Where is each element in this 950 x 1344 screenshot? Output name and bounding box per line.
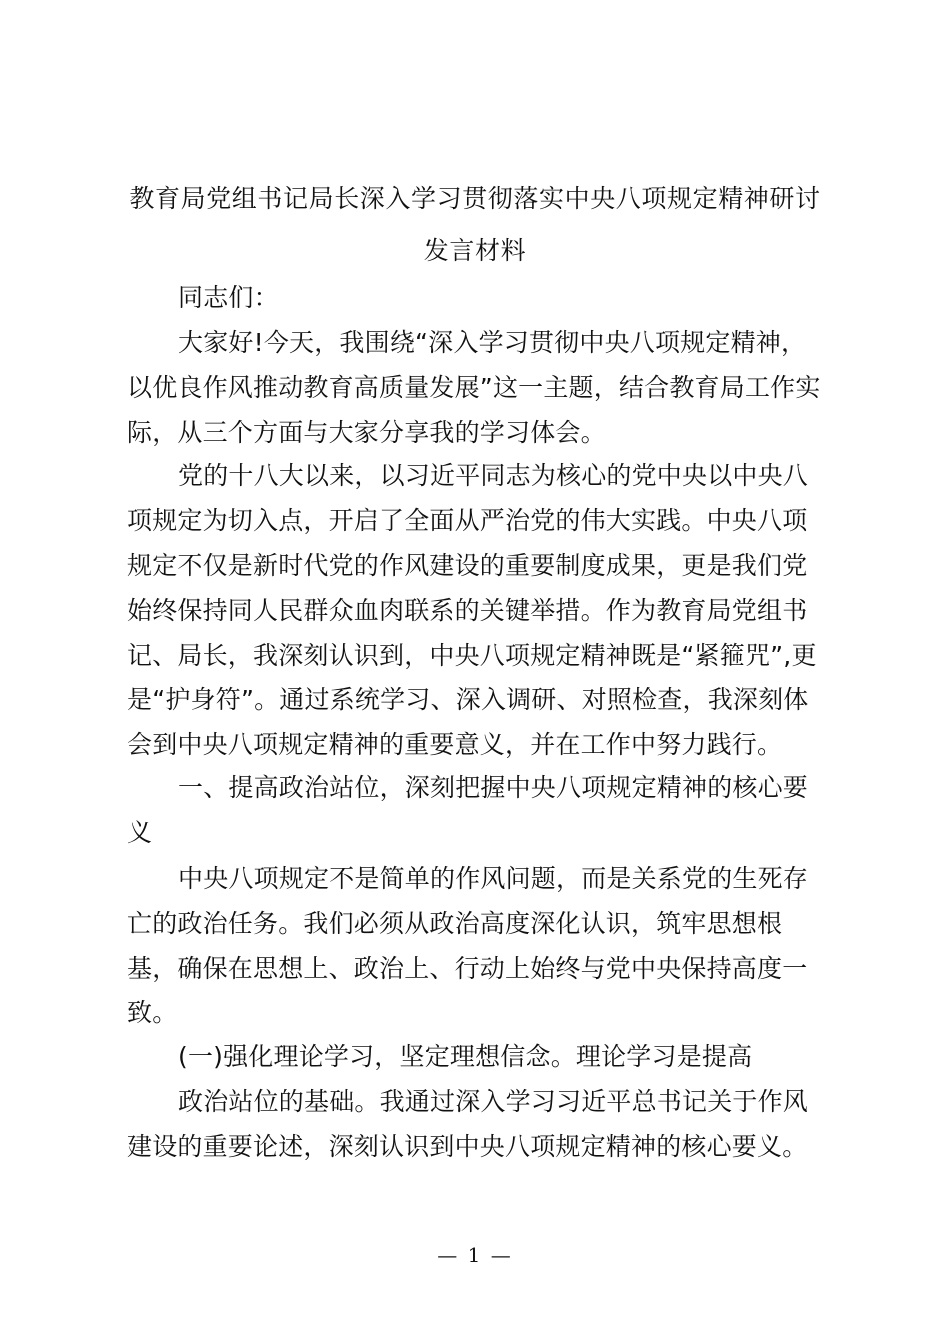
section-heading: 一、提高政治站位，深刻把握中央八项规定精神的核心要 [178,773,809,802]
section-heading: 义 [127,818,153,847]
body-line: 会到中央八项规定精神的重要意义，并在工作中努力践行。 [127,730,783,759]
body-line: 大家好!今天，我围绕“深入学习贯彻中央八项规定精神， [178,328,807,357]
body-line: 际，从三个方面与大家分享我的学习体会。 [127,418,606,447]
body-line: 政治站位的基础。我通过深入学习习近平总书记关于作风 [178,1087,809,1116]
subsection-heading: (一)强化理论学习，坚定理想信念。理论学习是提高 [178,1042,753,1071]
body-line: 建设的重要论述，深刻认识到中央八项规定精神的核心要义。 [127,1132,808,1161]
body-line: 亡的政治任务。我们必须从政治高度深化认识，筑牢思想根 [127,909,783,938]
body-line: 规定不仅是新时代党的作风建设的重要制度成果，更是我们党 [127,551,808,580]
body-line: 记、局长，我深刻认识到，中央八项规定精神既是“紧箍咒”,更 [127,641,817,670]
salutation: 同志们： [178,283,279,312]
body-line: 基，确保在思想上、政治上、行动上始终与党中央保持高度一 [127,954,808,983]
body-line: 以优良作风推动教育高质量发展”这一主题，结合教育局工作实 [127,373,821,402]
page-number: — 1 — [437,1243,513,1267]
body-line: 是“护身符”。通过系统学习、深入调研、对照检查，我深刻体 [127,685,809,714]
document-title-line-2: 发言材料 [423,236,527,265]
document-title-line-1: 教育局党组书记局长深入学习贯彻落实中央八项规定精神研讨 [129,184,821,213]
body-line: 始终保持同人民群众血肉联系的关键举措。作为教育局党组书 [127,596,808,625]
body-line: 中央八项规定不是简单的作风问题，而是关系党的生死存 [178,864,809,893]
body-line: 项规定为切入点，开启了全面从严治党的伟大实践。中央八项 [127,506,808,535]
body-line: 党的十八大以来，以习近平同志为核心的党中央以中央八 [178,461,809,490]
body-line: 致。 [127,998,178,1027]
